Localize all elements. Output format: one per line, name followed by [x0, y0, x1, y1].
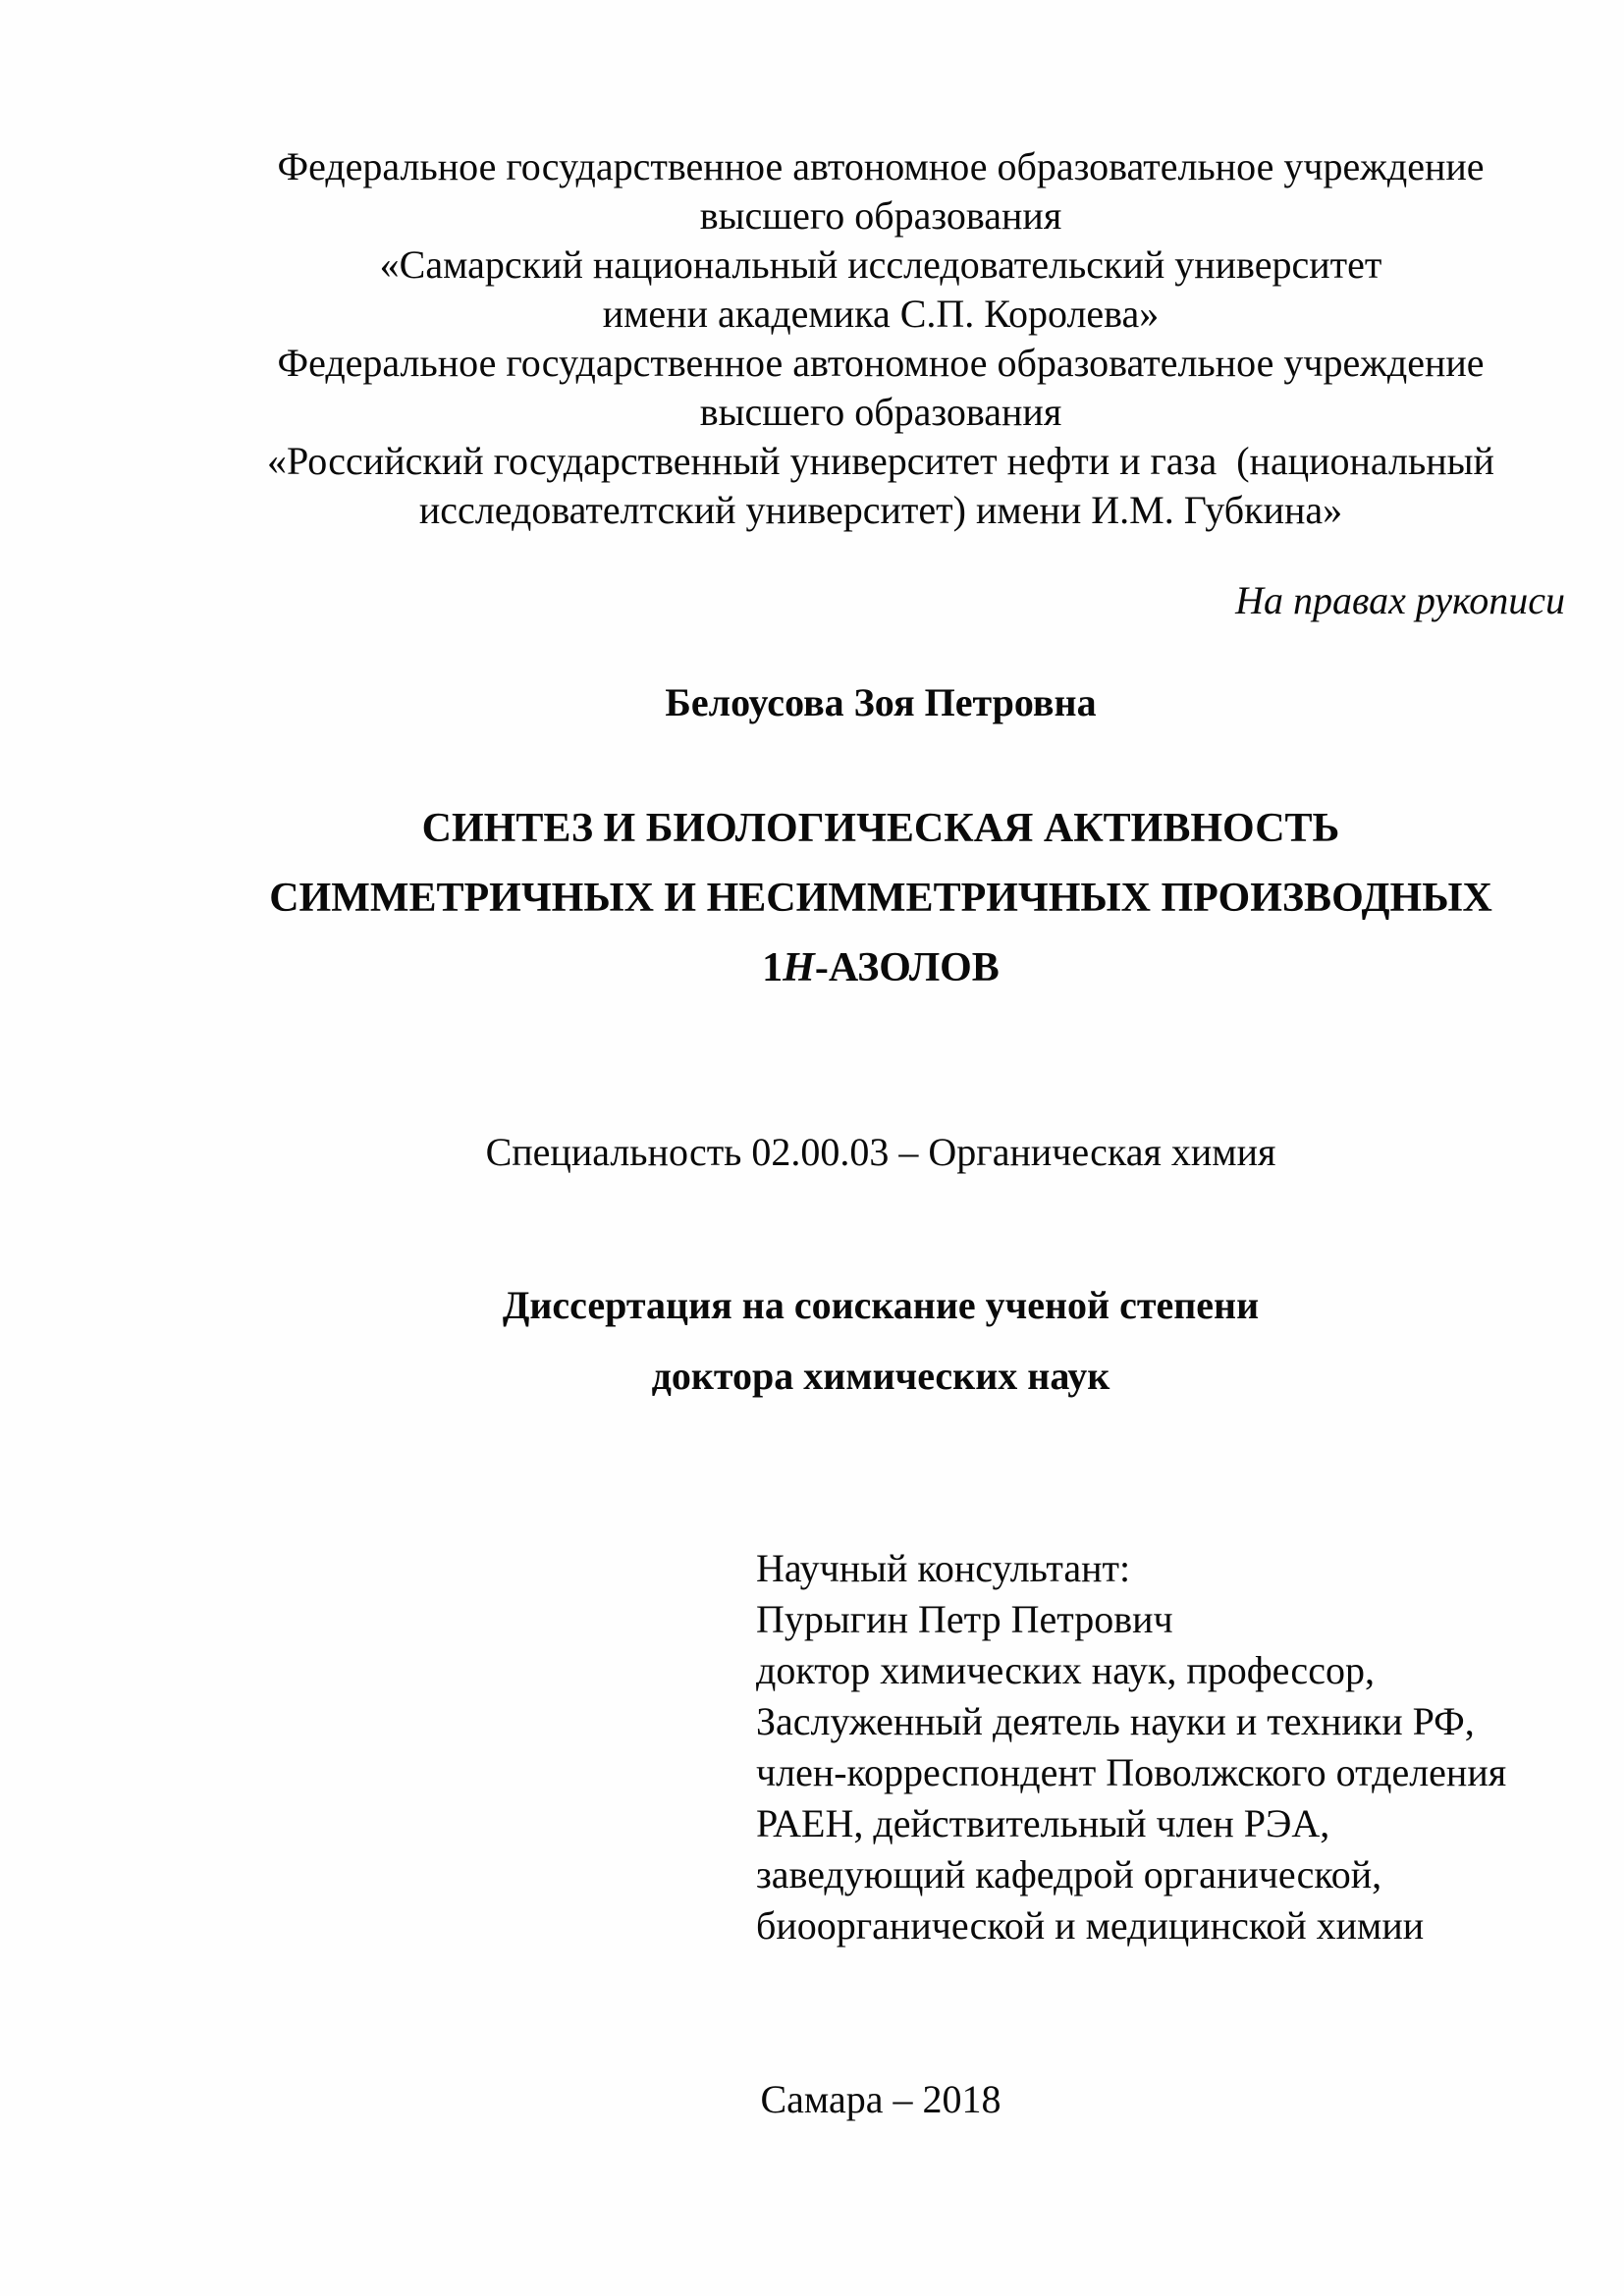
city-year-line: Самара – 2018: [760, 2077, 1001, 2121]
institution-line: Федеральное государственное автономное образовательное учреждение: [277, 341, 1485, 385]
title-line3-suffix: -АЗОЛОВ: [814, 945, 1000, 990]
degree-line: доктора химических наук: [651, 1354, 1110, 1398]
institution-line: «Самарский национальный исследовательский университет: [379, 242, 1382, 287]
consultant-line: доктор химических наук, профессор,: [756, 1648, 1375, 1692]
scientific-consultant-block: [756, 1543, 1565, 1951]
consultant-line: Пурыгин Петр Петрович: [756, 1597, 1173, 1641]
title-line3-prefix: 1: [762, 945, 784, 990]
dissertation-title: [196, 794, 1565, 1003]
consultant-line: Научный консультант:: [756, 1546, 1131, 1590]
institution-line: высшего образования: [699, 390, 1062, 434]
institution-line: «Российский государственный университет нефти и газа (национальный: [267, 439, 1494, 483]
degree-statement: [196, 1270, 1565, 1412]
title-line: СИММЕТРИЧНЫХ И НЕСИММЕТРИЧНЫХ ПРОИЗВОДНЫХ: [269, 876, 1492, 921]
degree-line: Диссертация на соискание ученой степени: [502, 1283, 1260, 1327]
title-line3-locant: H: [783, 945, 815, 990]
institution-line: исследователтский университет) имени И.М. Губкина»: [418, 488, 1343, 532]
manuscript-rights-note: На правах рукописи: [1235, 578, 1565, 622]
institution-line: имени академика С.П. Королева»: [602, 292, 1160, 336]
consultant-line: Заслуженный деятель науки и техники РФ,: [756, 1699, 1475, 1743]
consultant-line: РАЕН, действительный член РЭА,: [756, 1801, 1330, 1845]
specialty-line: Специальность 02.00.03 – Органическая химия: [485, 1130, 1276, 1174]
consultant-line: заведующий кафедрой органической,: [756, 1852, 1382, 1896]
consultant-line: член-корреспондент Поволжского отделения: [756, 1750, 1507, 1794]
institution-header: [196, 142, 1565, 535]
institution-line: Федеральное государственное автономное образовательное учреждение: [277, 144, 1485, 188]
author-name: Белоусова Зоя Петровна: [665, 680, 1097, 724]
institution-line: высшего образования: [699, 193, 1062, 238]
consultant-line: биоорганической и медицинской химии: [756, 1903, 1425, 1948]
title-line: [196, 934, 1565, 1003]
title-line: СИНТЕЗ И БИОЛОГИЧЕСКАЯ АКТИВНОСТЬ: [421, 806, 1340, 851]
